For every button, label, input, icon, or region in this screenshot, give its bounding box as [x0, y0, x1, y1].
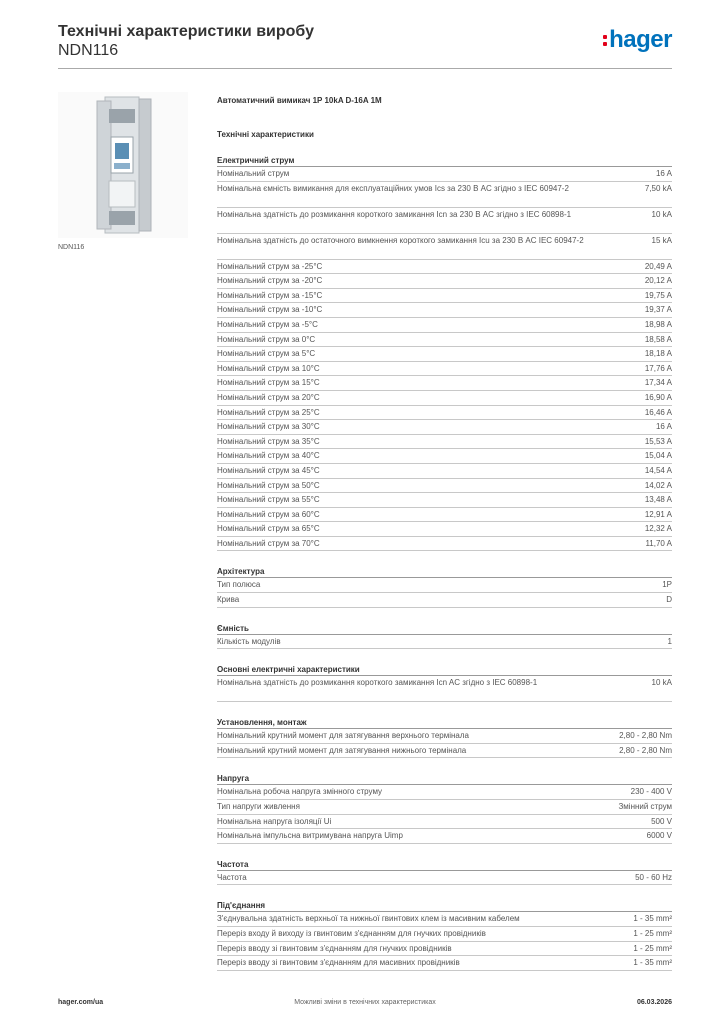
spec-value: 13,48 A	[644, 495, 672, 505]
spec-row	[217, 676, 672, 702]
spec-section	[217, 623, 672, 650]
spec-row	[217, 420, 672, 435]
spec-label: Номінальний струм за 35°C	[217, 436, 320, 446]
spec-row	[217, 406, 672, 421]
spec-value: 16,90 A	[644, 392, 672, 402]
spec-row	[217, 927, 672, 942]
spec-label: Номінальний струм за 65°C	[217, 524, 320, 534]
spec-value: 17,76 A	[644, 363, 672, 373]
spec-value: 20,12 A	[644, 276, 672, 286]
spec-row	[217, 829, 672, 844]
spec-value: 2,80 - 2,80 Nm	[619, 745, 672, 755]
section-title: Ємність	[217, 623, 672, 635]
spec-value: 14,02 A	[644, 480, 672, 490]
spec-value: 230 - 400 V	[630, 787, 672, 797]
section-title: Під'єднання	[217, 900, 672, 912]
spec-row	[217, 449, 672, 464]
section-title: Електричний струм	[217, 155, 672, 167]
section-title: Архітектура	[217, 566, 672, 578]
spec-sections	[217, 155, 672, 971]
spec-row	[217, 942, 672, 957]
spec-label: Частота	[217, 872, 247, 882]
spec-label: Номінальний струм за -15°C	[217, 290, 323, 300]
spec-value: 20,49 A	[644, 261, 672, 271]
spec-label: Номінальний струм за -5°C	[217, 319, 318, 329]
spec-row	[217, 260, 672, 275]
spec-row	[217, 234, 672, 260]
spec-value: 7,50 kA	[644, 183, 672, 193]
footer-date: 06.03.2026	[636, 999, 672, 1006]
product-name: Автоматичний вимикач 1P 10kA D-16A 1M	[217, 96, 382, 105]
spec-section	[217, 859, 672, 886]
spec-label: Номінальний струм за -10°C	[217, 305, 323, 315]
spec-value: 50 - 60 Hz	[635, 872, 672, 882]
spec-row	[217, 318, 672, 333]
spec-row	[217, 303, 672, 318]
spec-value: 19,37 A	[644, 305, 672, 315]
footer-website-link[interactable]: hager.com/ua	[58, 999, 104, 1006]
spec-value: 16 A	[655, 422, 672, 432]
spec-value: Змінний струм	[618, 802, 672, 812]
spec-label: Номінальний струм за 30°C	[217, 422, 320, 432]
spec-row	[217, 493, 672, 508]
product-code: NDN116	[58, 42, 119, 59]
spec-row	[217, 508, 672, 523]
spec-row	[217, 578, 672, 593]
spec-value: 500 V	[651, 816, 672, 826]
spec-label: Крива	[217, 595, 240, 605]
spec-value: 1 - 25 mm²	[633, 943, 672, 953]
section-title: Частота	[217, 859, 672, 871]
spec-label: Номінальний крутний момент для затягування нижнього термінала	[217, 745, 467, 755]
spec-label: Номінальний струм за -25°C	[217, 261, 323, 271]
product-image	[58, 92, 188, 238]
spec-section	[217, 566, 672, 607]
spec-value: 19,75 A	[644, 290, 672, 300]
page-title: Технічні характеристики виробу	[58, 23, 314, 40]
spec-row	[217, 362, 672, 377]
spec-label: Тип полюса	[217, 580, 261, 590]
spec-label: Номінальний струм за 25°C	[217, 407, 320, 417]
spec-section	[217, 717, 672, 758]
logo-text: hager	[609, 26, 672, 53]
spec-row	[217, 815, 672, 830]
spec-row	[217, 785, 672, 800]
spec-label: Номінальна напруга ізоляції Ui	[217, 816, 332, 826]
spec-row	[217, 871, 672, 886]
spec-label: Номінальний крутний момент для затягування верхнього термінала	[217, 731, 469, 741]
spec-label: Номінальний струм за 55°C	[217, 495, 320, 505]
section-title: Напруга	[217, 773, 672, 785]
spec-label: Номінальна здатність до остаточного вимкнення короткого замикання Icu за 230 В AC IEC 60947-2	[217, 235, 584, 245]
spec-row	[217, 479, 672, 494]
spec-row	[217, 391, 672, 406]
spec-label: Номінальний струм за 15°C	[217, 378, 320, 388]
spec-label: Номінальна імпульсна витримувана напруга Uimp	[217, 831, 403, 841]
spec-label: Номінальний струм за 40°C	[217, 451, 320, 461]
spec-value: 11,70 A	[645, 538, 672, 548]
spec-value: 1	[667, 636, 672, 646]
spec-value: 18,98 A	[644, 319, 672, 329]
spec-value: 12,91 A	[644, 509, 672, 519]
spec-label: Переріз вводу зі гвинтовим з'єднанням для масивних провідників	[217, 958, 460, 968]
spec-section	[217, 773, 672, 843]
spec-label: Тип напруги живлення	[217, 802, 300, 812]
spec-row	[217, 912, 672, 927]
spec-value: 16 A	[655, 169, 672, 178]
spec-value: 15,53 A	[644, 436, 672, 446]
spec-row	[217, 167, 672, 182]
spec-row	[217, 729, 672, 744]
spec-row	[217, 800, 672, 815]
spec-value: 1 - 35 mm²	[633, 914, 672, 924]
spec-label: Номінальний струм за 70°C	[217, 538, 320, 548]
spec-label: Номінальна ємність вимикання для експлуатаційних умов Ics за 230 В AC згідно з IEC 60947-2	[217, 183, 569, 193]
spec-row	[217, 435, 672, 450]
section-title: Установлення, монтаж	[217, 717, 672, 729]
spec-label: З'єднувальна здатність верхньої та нижньої гвинтових клем із масивним кабелем	[217, 914, 520, 924]
spec-row	[217, 744, 672, 759]
spec-row	[217, 537, 672, 552]
spec-value: 1 - 35 mm²	[633, 958, 672, 968]
spec-label: Переріз входу й виходу із гвинтовим з'єднанням для гнучких провідників	[217, 929, 486, 938]
section-title: Основні електричні характеристики	[217, 664, 672, 676]
spec-value: 6000 V	[646, 831, 672, 841]
spec-value: 1P	[662, 580, 672, 590]
spec-label: Номінальний струм за 60°C	[217, 509, 320, 519]
spec-label: Номінальний струм за 5°C	[217, 349, 316, 359]
spec-label: Номінальний струм за 10°C	[217, 363, 320, 373]
spec-row	[217, 593, 672, 608]
spec-section	[217, 664, 672, 702]
spec-row	[217, 956, 672, 971]
product-caption: NDN116	[58, 244, 85, 251]
spec-value: 15 kA	[651, 235, 672, 245]
spec-row	[217, 208, 672, 234]
spec-row	[217, 635, 672, 650]
spec-value: 10 kA	[651, 678, 672, 688]
spec-label: Кількість модулів	[217, 636, 281, 646]
circuit-breaker-icon	[83, 93, 163, 237]
spec-value: 2,80 - 2,80 Nm	[619, 731, 672, 741]
spec-value: 17,34 A	[644, 378, 672, 388]
hager-logo	[603, 28, 672, 52]
spec-label: Номінальна робоча напруга змінного струму	[217, 787, 383, 797]
spec-label: Номінальний струм за 50°C	[217, 480, 320, 490]
spec-label: Номінальна здатність до розмикання короткого замикання Icn AC згідно з IEC 60898-1	[217, 678, 538, 688]
spec-label: Номінальний струм за 0°C	[217, 334, 316, 344]
spec-label: Переріз вводу зі гвинтовим з'єднанням для гнучких провідників	[217, 943, 452, 953]
spec-label: Номінальний струм	[217, 169, 290, 178]
spec-row	[217, 333, 672, 348]
spec-value: 10 kA	[651, 209, 672, 219]
spec-value: 18,58 A	[644, 334, 672, 344]
spec-label: Номінальний струм за 20°C	[217, 392, 320, 402]
spec-value: 1 - 25 mm²	[633, 929, 672, 938]
tech-specs-heading: Технічні характеристики	[217, 130, 314, 139]
spec-content	[217, 96, 672, 971]
spec-row	[217, 464, 672, 479]
spec-value: 15,04 A	[644, 451, 672, 461]
spec-section	[217, 900, 672, 970]
spec-value: 12,32 A	[644, 524, 672, 534]
spec-value: 16,46 A	[644, 407, 672, 417]
spec-row	[217, 347, 672, 362]
spec-value: 18,18 A	[644, 349, 672, 359]
spec-row	[217, 274, 672, 289]
header-divider	[58, 68, 672, 69]
spec-row	[217, 376, 672, 391]
spec-label: Номінальний струм за -20°C	[217, 276, 323, 286]
footer-disclaimer: Можливі зміни в технічних характеристиках	[294, 999, 436, 1006]
spec-label: Номінальний струм за 45°C	[217, 465, 320, 475]
spec-value: D	[666, 595, 672, 605]
logo-dots-icon	[603, 35, 607, 46]
spec-label: Номінальна здатність до розмикання короткого замикання Icn за 230 В AC згідно з IEC 60898-1	[217, 209, 572, 219]
spec-value: 14,54 A	[644, 465, 672, 475]
spec-row	[217, 289, 672, 304]
spec-row	[217, 522, 672, 537]
page-header	[58, 22, 672, 68]
spec-row	[217, 182, 672, 208]
spec-section	[217, 155, 672, 551]
